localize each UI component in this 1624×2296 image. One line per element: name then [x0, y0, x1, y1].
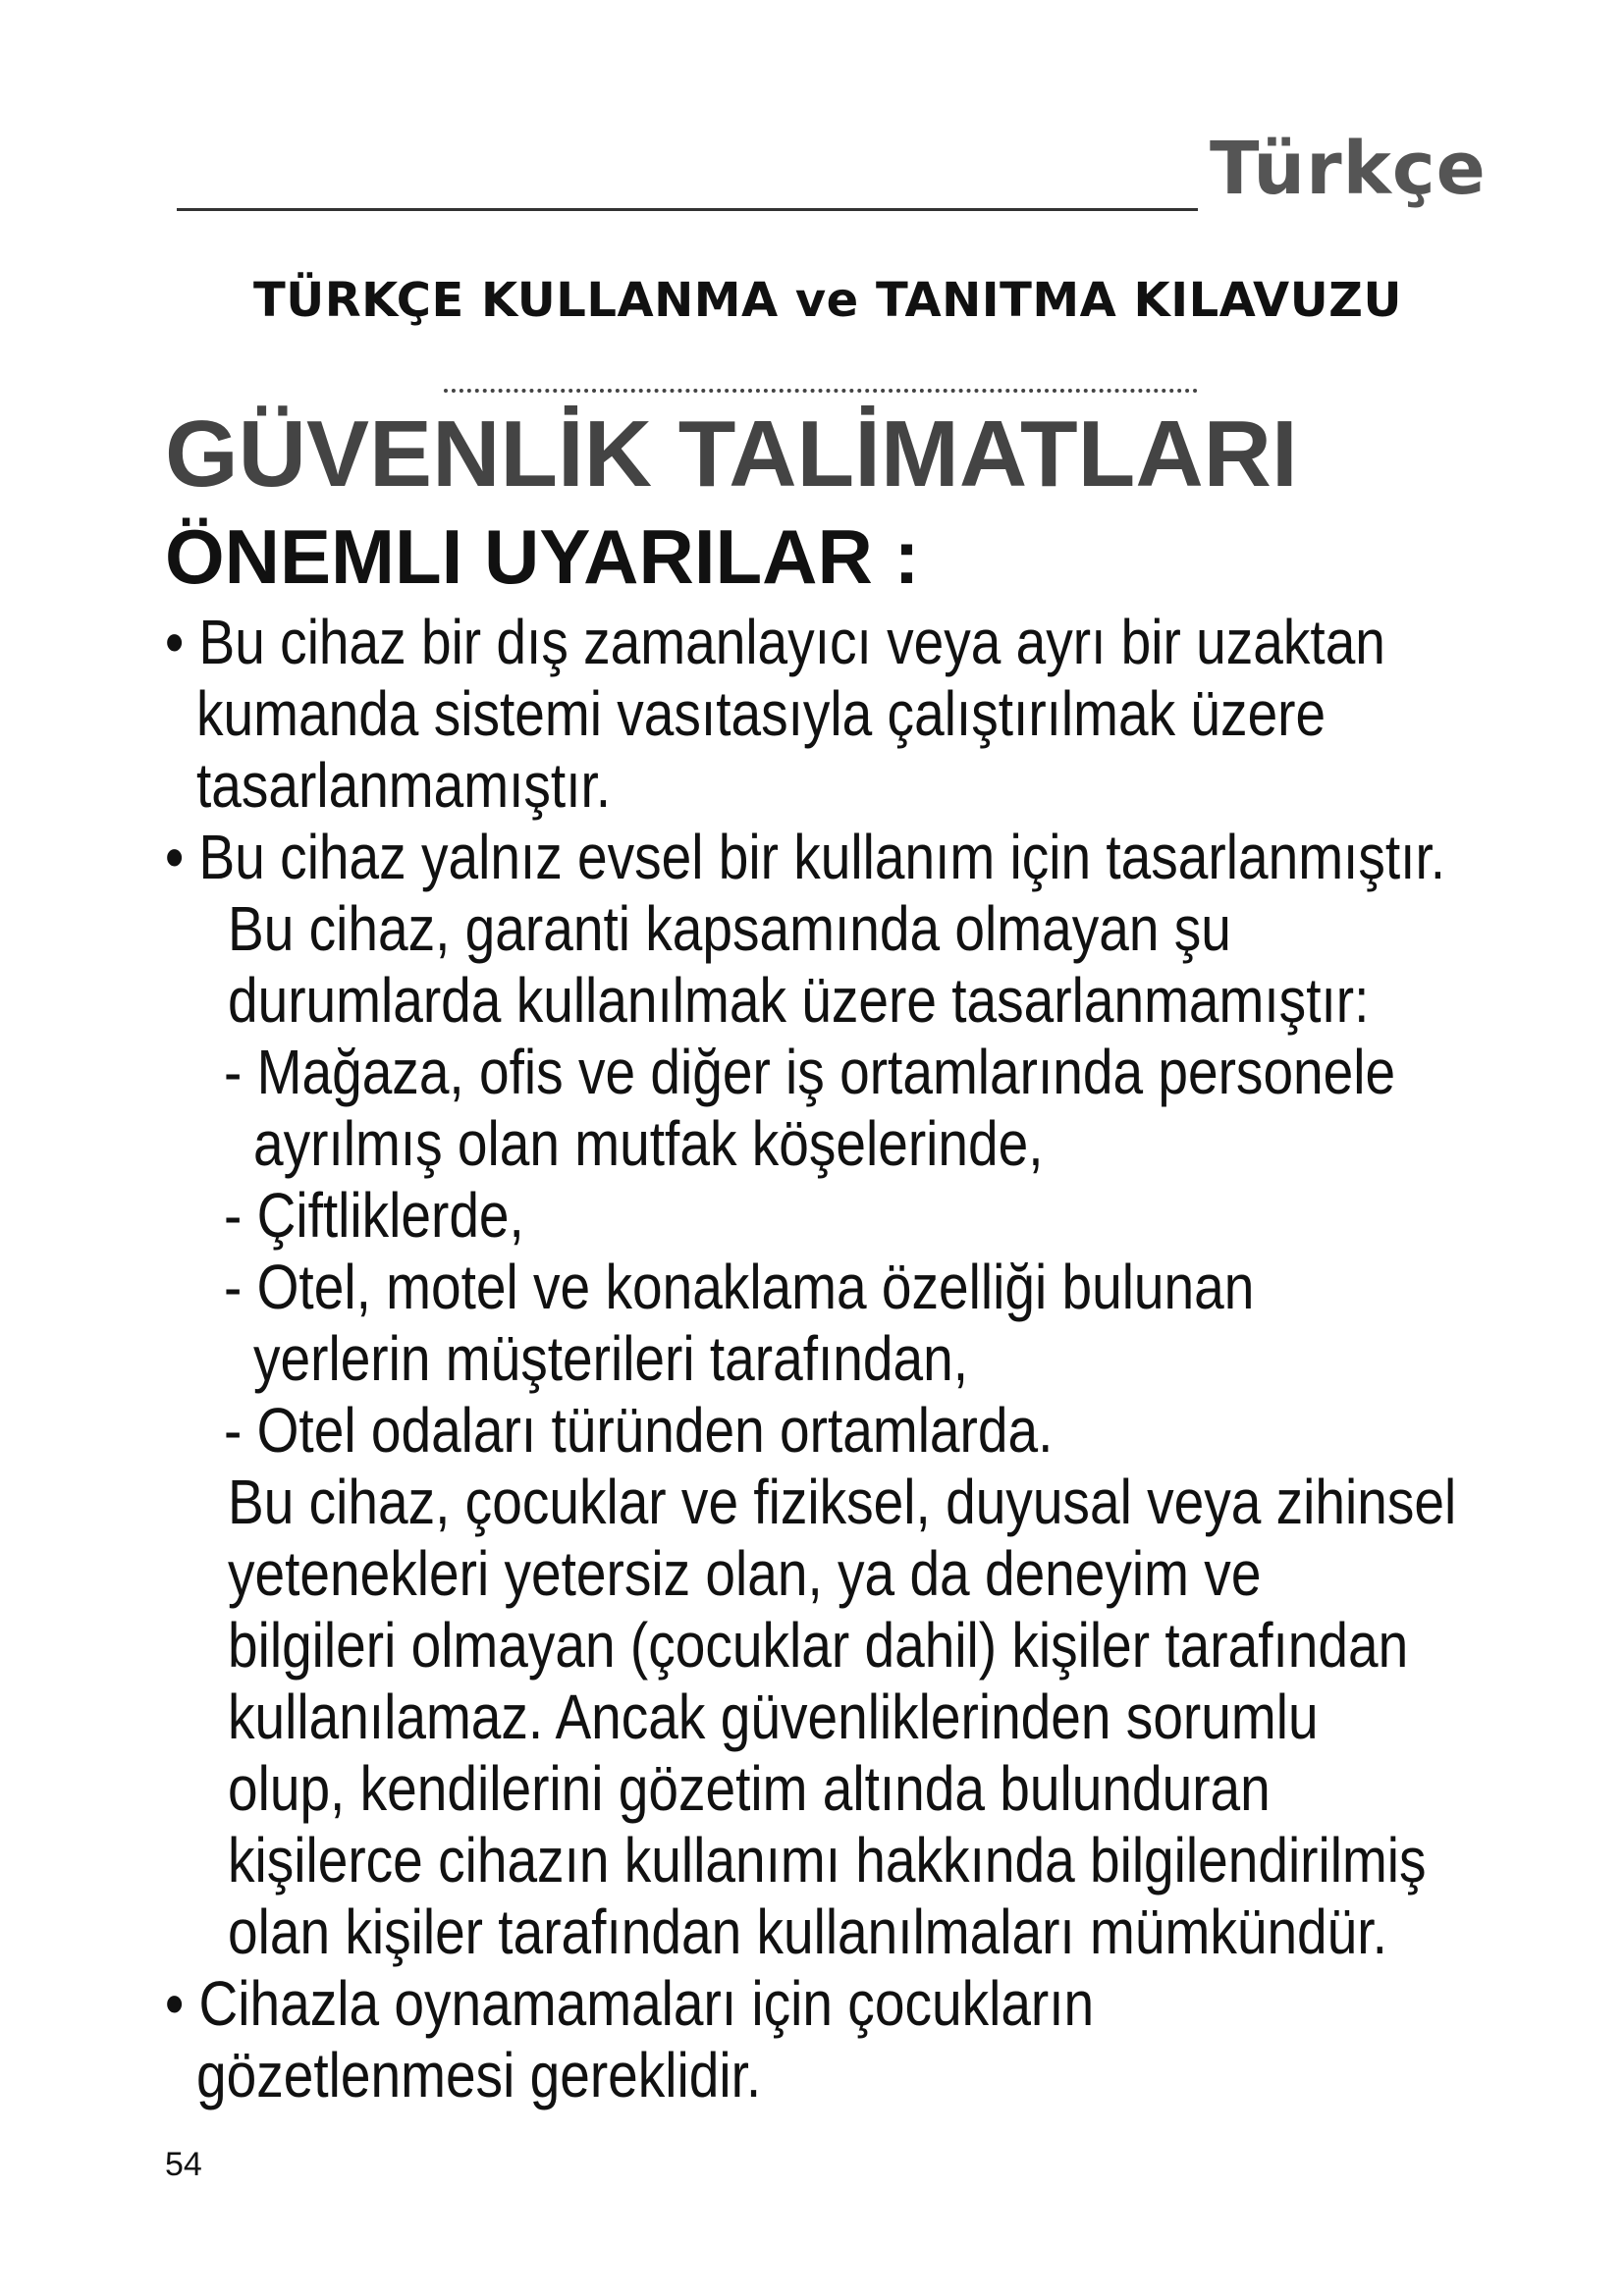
text-line: Bu cihaz, garanti kapsamında olmayan şu	[228, 893, 1231, 964]
text-line: yetenekleri yetersiz olan, ya da deneyim ve	[228, 1538, 1262, 1609]
text-line: kişilerce cihazın kullanımı hakkında bilgilendirilmiş	[228, 1825, 1427, 1896]
text-line: yerlerin müşterileri tarafından,	[253, 1323, 969, 1394]
text-line: olup, kendilerini gözetim altında bulunduran	[228, 1753, 1271, 1824]
text-line: kumanda sistemi vasıtasıyla çalıştırılmak üzere	[196, 678, 1326, 749]
section-subheading: ÖNEMLI UYARILAR :	[165, 513, 920, 600]
bullet-line: • Cihazla oynamamaları için çocukların	[165, 1968, 1095, 2039]
list-item: - Otel odaları türünden ortamlarda.	[224, 1395, 1054, 1466]
list-item: - Mağaza, ofis ve diğer iş ortamlarında personele	[224, 1037, 1396, 1107]
language-label: Türkçe	[1210, 127, 1487, 211]
text-line: durumlarda kullanılmak üzere tasarlanmamıştır:	[228, 965, 1370, 1036]
bullet-line: • Bu cihaz bir dış zamanlayıcı veya ayrı bir uzaktan	[165, 607, 1385, 677]
text-line: Bu cihaz, çocuklar ve fiziksel, duyusal veya zihinsel	[228, 1467, 1457, 1537]
text-line: gözetlenmesi gereklidir.	[196, 2040, 762, 2110]
text-line: kullanılamaz. Ancak güvenliklerinden sorumlu	[228, 1682, 1319, 1752]
document-title: TÜRKÇE KULLANMA ve TANITMA KILAVUZU	[253, 273, 1402, 328]
bullet-line: • Bu cihaz yalnız evsel bir kullanım için tasarlanmıştır.	[165, 822, 1446, 892]
text-line: olan kişiler tarafından kullanılmaları mümkündür.	[228, 1896, 1387, 1967]
section-heading: GÜVENLİK TALİMATLARI	[165, 401, 1298, 507]
text-line: bilgileri olmayan (çocuklar dahil) kişiler tarafından	[228, 1610, 1409, 1681]
list-item: - Otel, motel ve konaklama özelliği bulunan	[224, 1252, 1255, 1322]
page-number: 54	[165, 2146, 202, 2183]
text-line: tasarlanmamıştır.	[196, 750, 612, 821]
text-line: ayrılmış olan mutfak köşelerinde,	[253, 1108, 1044, 1179]
list-item: - Çiftliklerde,	[224, 1180, 524, 1251]
